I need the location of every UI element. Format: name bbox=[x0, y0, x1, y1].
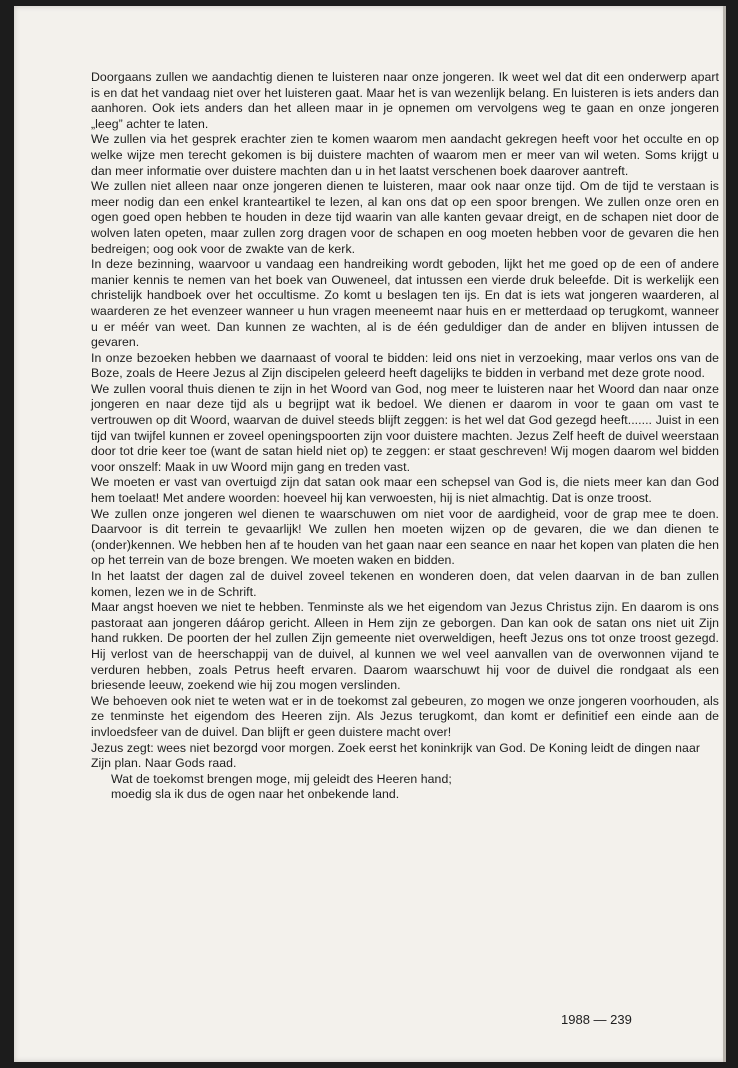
page-number: 1988 — 239 bbox=[561, 1012, 632, 1027]
verse-line-1: Wat de toekomst brengen moge, mij geleidt des Heeren hand; bbox=[111, 771, 452, 786]
paragraph-2: We zullen via het gesprek erachter zien te komen waarom men aandacht gekregen heeft voor het occulte en op welke wijze men terecht gekomen is bij duistere machten of waarom men er meer van wil weten. Soms krijgt u dan meer informatie over duistere machten dan u in het laatst verschenen boek daarover aantreft. bbox=[91, 132, 719, 178]
paragraph-9: In het laatst der dagen zal de duivel zoveel tekenen en wonderen doen, dat velen daarvan in de ban zullen komen, lezen we in de Schrift. bbox=[91, 569, 719, 599]
paragraph-12: Jezus zegt: wees niet bezorgd voor morgen. Zoek eerst het koninkrijk van God. De Koning leidt de dingen naar Zijn plan. Naar Gods raad. bbox=[91, 740, 700, 771]
paragraph-8: We zullen onze jongeren wel dienen te waarschuwen om niet voor de aardigheid, voor de grap mee te doen. Daarvoor is dit terrein te gevaarlijk! We zullen hen moeten wijzen op de gevaren, die we dan dienen te (onder)kennen. We hebben hen af te houden van het gaan naar een seance en naar het kopen van platen die hen op het terrein van de boze brengen. We moeten waken en bidden. bbox=[91, 506, 719, 568]
paragraph-7: We moeten er vast van overtuigd zijn dat satan ook maar een schepsel van God is, die niets meer kan dan God hem toelaat! Met andere woorden: hoeveel hij kan verwoesten, hij is niet almachtig. Dat is onze troost. bbox=[91, 475, 719, 506]
paragraph-3: We zullen niet alleen naar onze jongeren dienen te luisteren, maar ook naar onze tijd. Om de tijd te verstaan is meer nodig dan een enkel kranteartikel te lezen, al kan ons dat op een spoor brengen. We zullen onze oren en ogen goed open hebben te houden in deze tijd waarin van alle kanten gevaar dreigt, en de schapen niet door de wolven laten opeten, maar zullen zorg dragen voor de schapen en oog moeten hebben voor de gevaren die hen bedreigen; oog ook voor de zwakte van de kerk. bbox=[91, 179, 719, 256]
paragraph-11: We behoeven ook niet te weten wat er in de toekomst zal gebeuren, zo mogen we onze jongeren voorhouden, als ze tenminste het eigendom des Heeren zijn. Als Jezus terugkomt, dan komt er definitief een einde aan de invloedsfeer van de duivel. Dan blijft er geen duistere macht over! bbox=[91, 693, 719, 739]
paragraph-10: Maar angst hoeven we niet te hebben. Tenminste als we het eigendom van Jezus Christus zijn. En daarom is ons pastoraat aan jongeren dáárop gericht. Alleen in Hem zijn ze geborgen. Dan kan ook de satan ons niet uit Zijn hand rukken. De poorten der hel zullen Zijn gemeente niet overweldigen, heeft Jezus ons tot onze troost gezegd. Hij verlost van de heerschappij van de duivel, al kunnen we wel veel aanvallen van de overwonnen vijand te verduren hebben, zoals Petrus heeft ervaren. Daarom waarschuwt hij voor de duivel die rondgaat als een briesende leeuw, zoekend wie hij zou mogen verslinden. bbox=[91, 600, 719, 693]
paragraph-5: In onze bezoeken hebben we daarnaast of vooral te bidden: leid ons niet in verzoeking, maar verlos ons van de Boze, zoals de Heere Jezus al Zijn discipelen geleerd heeft dagelijks te bidden in verband met deze grote nood. bbox=[91, 350, 719, 381]
article-body bbox=[91, 70, 719, 803]
paragraph-6: We zullen vooral thuis dienen te zijn in het Woord van God, nog meer te luisteren naar het Woord dan naar onze jongeren en naar deze tijd als u begrijpt wat ik bedoel. We dienen er daarom in voor te gaan om vast te vertrouwen op dit Woord, waarvan de duivel steeds blijft zeggen: is het wel dat God gezegd heeft....... Juist in een tijd van twijfel kunnen er zoveel openingspoorten zijn voor duistere machten. Jezus Zelf heeft de duivel weerstaan door tot drie keer toe (want de satan hield niet op) te zeggen: er staat geschreven! Wij mogen daarom wel bidden voor onszelf: Maak in uw Woord mijn gang en treden vast. bbox=[91, 381, 719, 474]
paragraph-1: Doorgaans zullen we aandachtig dienen te luisteren naar onze jongeren. Ik weet wel dat dit een onderwerp apart is en dat het vandaag niet over het luisteren gaat. Maar het is van wezenlijk belang. En luisteren is iets anders dan aanhoren. Ook iets anders dan het alleen maar in je opnemen om vervolgens weg te gaan en onze jongeren „leeg” achter te laten. bbox=[91, 70, 719, 131]
page-edge bbox=[723, 6, 726, 1062]
verse-line-2: moedig sla ik dus de ogen naar het onbekende land. bbox=[111, 787, 400, 802]
paragraph-4: In deze bezinning, waarvoor u vandaag een handreiking wordt geboden, lijkt het me goed op de een of andere manier kennis te nemen van het boek van Ouweneel, dat intussen een vierde druk beleefde. Dit is werkelijk een christelijk handboek over het occultisme. Zo komt u beslagen ten ijs. En dat is iets wat jongeren waarderen, al waarderen ze het evenzeer wanneer u hun vragen meeneemt naar huis en er metterdaad op terugkomt, wanneer u er méér van weet. Dan kunnen ze wachten, al is de één geduldiger dan de ander en blijven intussen de gevaren. bbox=[91, 257, 719, 350]
paper-sheet bbox=[14, 6, 726, 1062]
